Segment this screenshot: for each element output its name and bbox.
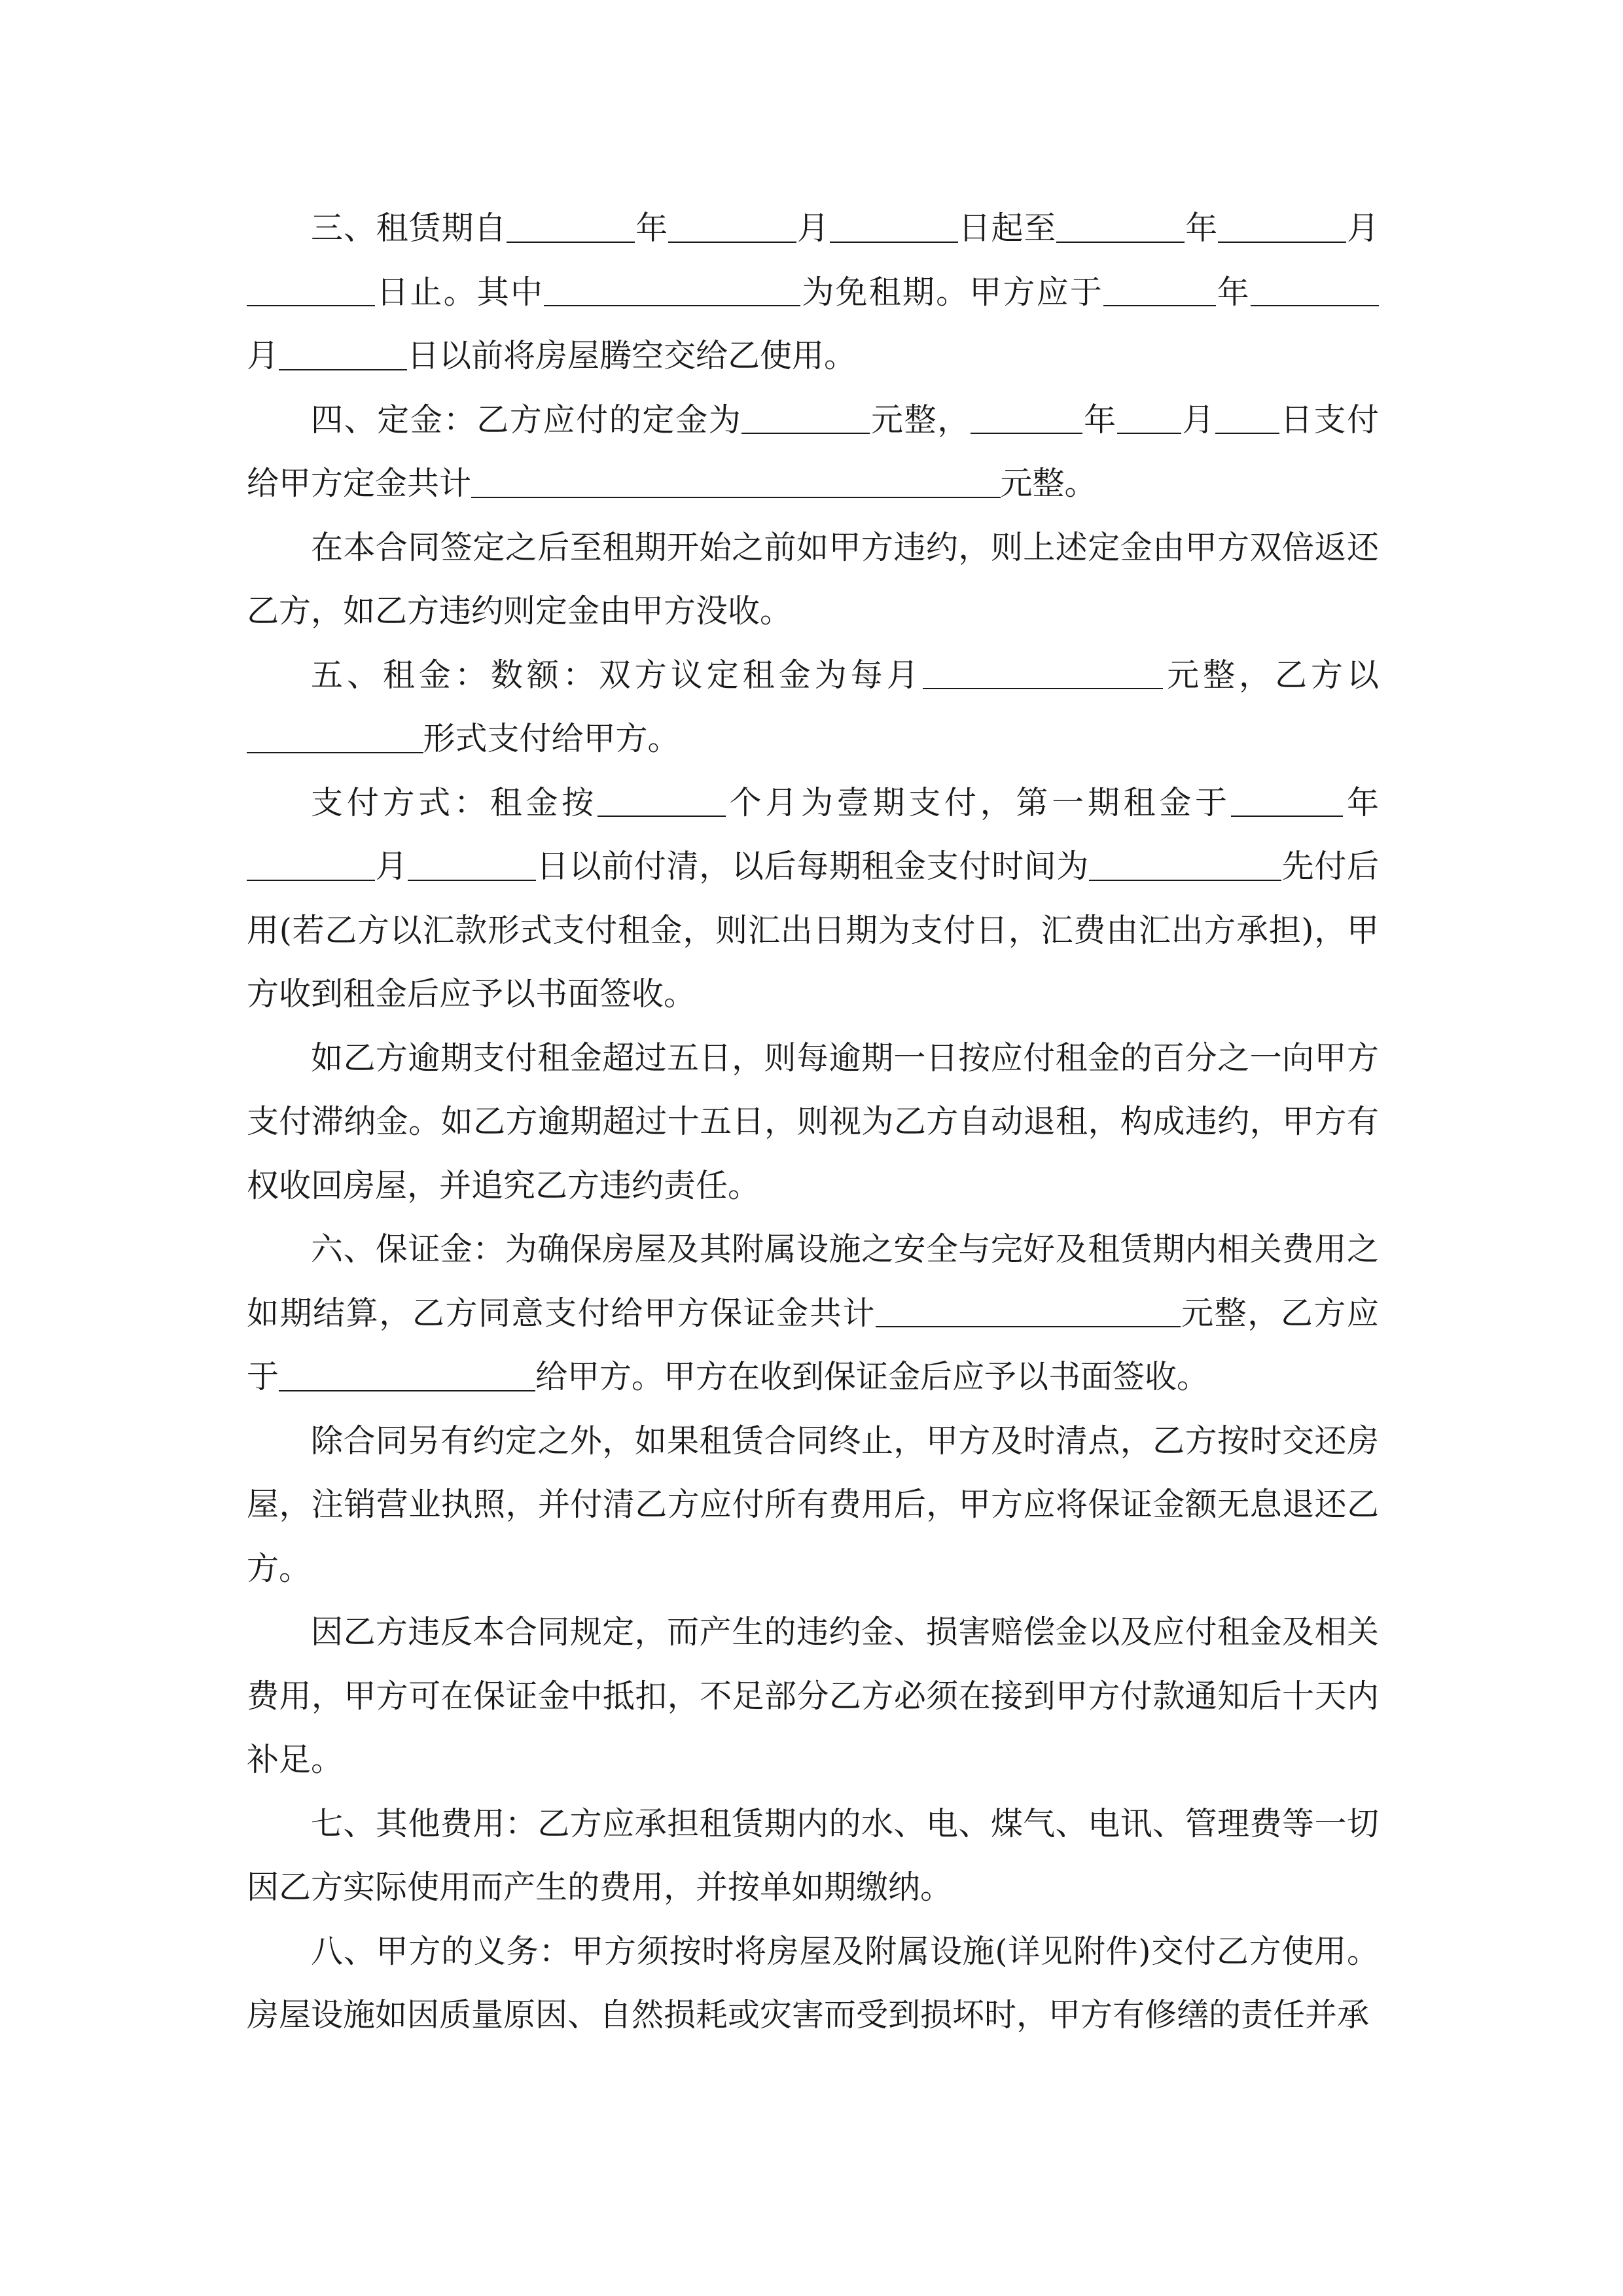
clause-text: 元整，乙方应于: [247, 1294, 1379, 1395]
clause-text: 日以前付清，以后每期租金支付时间为: [536, 848, 1090, 885]
fill-in-blank[interactable]: [1117, 399, 1181, 434]
clause-text: 日止。其中: [375, 273, 544, 311]
fill-in-blank[interactable]: [876, 1293, 1181, 1327]
clause-text: 七、其他费用：乙方应承担租赁期内的水、电、煤气、电讯、管理费等一切因乙方实际使用而产生的费用，并按单如期缴纳。: [247, 1804, 1379, 1906]
clause-text: 四、定金：乙方应付的定金为: [311, 401, 742, 439]
clause-text: 五、租金：数额：双方议定租金为每月: [311, 656, 923, 694]
fill-in-blank[interactable]: [471, 463, 1001, 497]
clause-text: 八、甲方的义务：甲方须按时将房屋及附属设施(详见附件)交付乙方使用。房屋设施如因质量原因、自然损耗或灾害而受到损坏时，甲方有修缮的责任并承: [247, 1932, 1379, 2034]
clause-text: 年: [1215, 273, 1251, 311]
clause-text: 月: [796, 209, 830, 247]
fill-in-blank[interactable]: [741, 399, 870, 434]
clause-text: 形式支付给甲方。: [423, 720, 680, 757]
fill-in-blank[interactable]: [279, 335, 407, 370]
fill-in-blank[interactable]: [544, 272, 800, 306]
clause-text: 为免租期。甲方应于: [800, 273, 1104, 311]
clause-text: 元整，乙方以: [1163, 656, 1379, 694]
clause-text: 六、保证金：为确保房屋及其附属设施之安全与完好及租赁期内相关费用之如期结算，乙方同意支付给甲方保证金共计: [247, 1230, 1379, 1332]
fill-in-blank[interactable]: [668, 207, 796, 242]
fill-in-blank[interactable]: [1056, 207, 1185, 242]
clause-lease-term: [247, 196, 1379, 388]
fill-in-blank[interactable]: [247, 846, 375, 880]
clause-text: 个月为壹期支付，第一期租金于: [725, 783, 1231, 821]
clause-text: 因乙方违反本合同规定，而产生的违约金、损害赔偿金以及应付租金及相关费用，甲方可在保证金中抵扣，不足部分乙方必须在接到甲方付款通知后十天内补足。: [247, 1613, 1379, 1778]
fill-in-blank[interactable]: [1215, 399, 1279, 434]
fill-in-blank[interactable]: [507, 207, 635, 242]
clause-text: 日起至: [957, 209, 1057, 247]
clause-deposit-deduction: [247, 1600, 1379, 1792]
clause-text: 如乙方逾期支付租金超过五日，则每逾期一日按应付租金的百分之一向甲方支付滞纳金。如乙方逾期超过十五日，则视为乙方自动退租，构成违约，甲方有权收回房屋，并追究乙方违约责任。: [247, 1039, 1379, 1204]
clause-text: 月: [1181, 401, 1216, 439]
clause-text: 月: [247, 337, 279, 374]
clause-text: 年: [1343, 783, 1379, 821]
clause-security-deposit: [247, 1217, 1379, 1409]
clause-text: 在本合同签定之后至租期开始之前如甲方违约，则上述定金由甲方双倍返还乙方，如乙方违约则定金由甲方没收。: [247, 528, 1379, 630]
clause-payment-method: [247, 771, 1379, 1026]
clause-text: 日支付给甲方定金共计: [247, 401, 1379, 502]
clause-text: 元整。: [1000, 465, 1097, 502]
fill-in-blank[interactable]: [279, 1356, 535, 1391]
fill-in-blank[interactable]: [830, 207, 958, 242]
clause-text: 除合同另有约定之外，如果租赁合同终止，甲方及时清点，乙方按时交还房屋，注销营业执照，并付清乙方应付所有费用后，甲方应将保证金额无息退还乙方。: [247, 1422, 1379, 1587]
clause-rent-amount: [247, 643, 1379, 771]
clause-text: 先付后用(若乙方以汇款形式支付租金，则汇出日期为支付日，汇费由汇出方承担)，甲方收到租金后应予以书面签收。: [247, 848, 1380, 1013]
clause-text: 年: [635, 209, 669, 247]
fill-in-blank[interactable]: [408, 846, 536, 880]
clause-late-payment: [247, 1026, 1379, 1218]
clause-text: 支付方式：租金按: [311, 783, 597, 821]
clause-text: 年: [1082, 401, 1117, 439]
fill-in-blank[interactable]: [1218, 207, 1346, 242]
clause-text: 日以前将房屋腾空交给乙使用。: [407, 337, 857, 374]
fill-in-blank[interactable]: [1251, 272, 1379, 306]
fill-in-blank[interactable]: [597, 782, 726, 817]
fill-in-blank[interactable]: [923, 655, 1164, 689]
clause-lessor-duties: [247, 1920, 1379, 2047]
fill-in-blank[interactable]: [1089, 846, 1281, 880]
clause-text: 月: [1346, 209, 1379, 247]
clause-text: 元整，: [870, 401, 971, 439]
fill-in-blank[interactable]: [971, 399, 1083, 434]
clause-deposit-refund: [247, 1409, 1379, 1601]
clause-text: 年: [1185, 209, 1219, 247]
clause-text: 给甲方。甲方在收到保证金后应予以书面签收。: [535, 1358, 1209, 1395]
contract-page: [247, 196, 1379, 2047]
fill-in-blank[interactable]: [247, 718, 423, 753]
fill-in-blank[interactable]: [1103, 272, 1216, 306]
clause-deposit-breach: [247, 516, 1379, 643]
clause-text: 月: [375, 848, 408, 885]
fill-in-blank[interactable]: [1231, 782, 1344, 817]
clause-text: 三、租赁期自: [311, 209, 507, 247]
clause-other-fees: [247, 1792, 1379, 1920]
clause-deposit: [247, 388, 1379, 516]
fill-in-blank[interactable]: [247, 272, 375, 306]
